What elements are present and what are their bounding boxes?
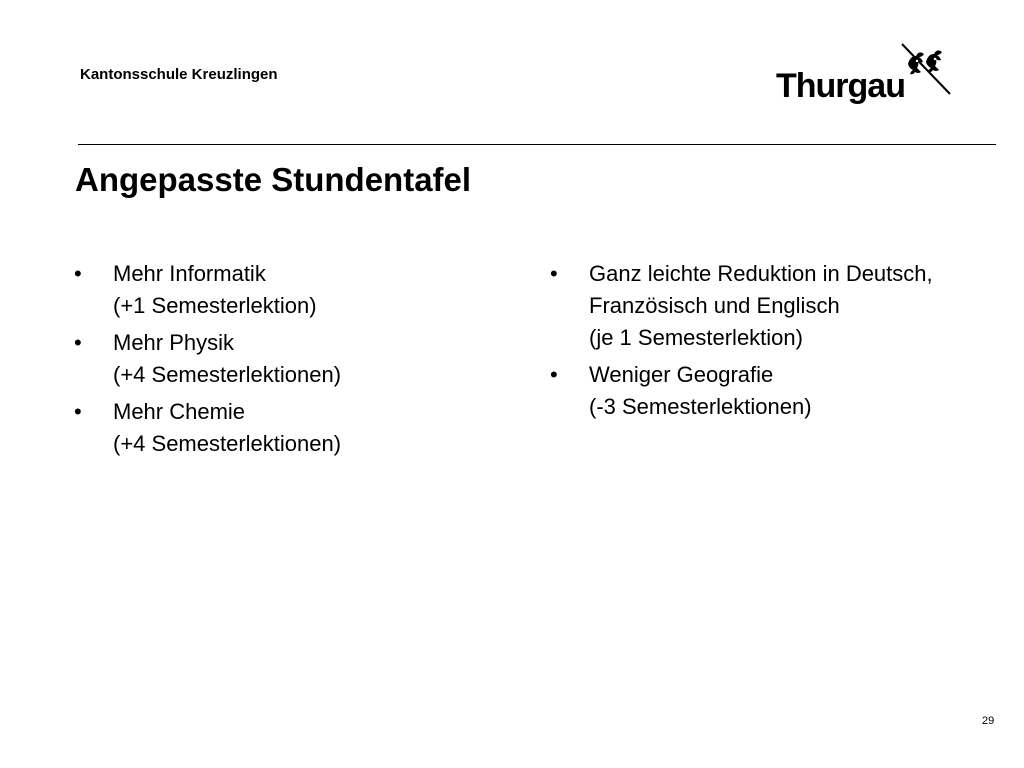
bullet-text: • Mehr Physik <box>113 330 235 355</box>
bullet-detail: (+4 Semesterlektionen) <box>113 362 342 387</box>
list-item <box>74 258 504 322</box>
bullet-text: • Mehr Chemie <box>113 399 246 424</box>
bullet-detail: (+4 Semesterlektionen) <box>113 431 342 456</box>
bullet-text-continued: Französisch und Englisch <box>589 293 840 318</box>
left-bullet-list <box>74 258 504 465</box>
bullet-text: • Ganz leichte Reduktion in Deutsch, <box>589 261 933 286</box>
right-bullet-list <box>550 258 1000 428</box>
bullet-detail: (+1 Semesterlektion) <box>113 293 317 318</box>
bullet-text: • Weniger Geografie <box>589 362 774 387</box>
list-item <box>74 327 504 391</box>
bullet-text: • Mehr Informatik <box>113 261 266 286</box>
thurgau-logo <box>776 42 956 108</box>
list-item <box>74 396 504 460</box>
page-title: Angepasste Stundentafel <box>75 161 472 198</box>
logo-wordmark: Thurgau <box>776 67 905 105</box>
bullet-detail: (-3 Semesterlektionen) <box>589 394 812 419</box>
school-name: Kantonsschule Kreuzlingen <box>80 66 278 83</box>
page-number: 29 <box>982 715 995 727</box>
header-divider <box>78 144 996 145</box>
list-item <box>550 258 1000 354</box>
thurgau-lions-icon <box>898 42 954 98</box>
bullet-detail: (je 1 Semesterlektion) <box>589 325 803 350</box>
list-item <box>550 359 1000 423</box>
